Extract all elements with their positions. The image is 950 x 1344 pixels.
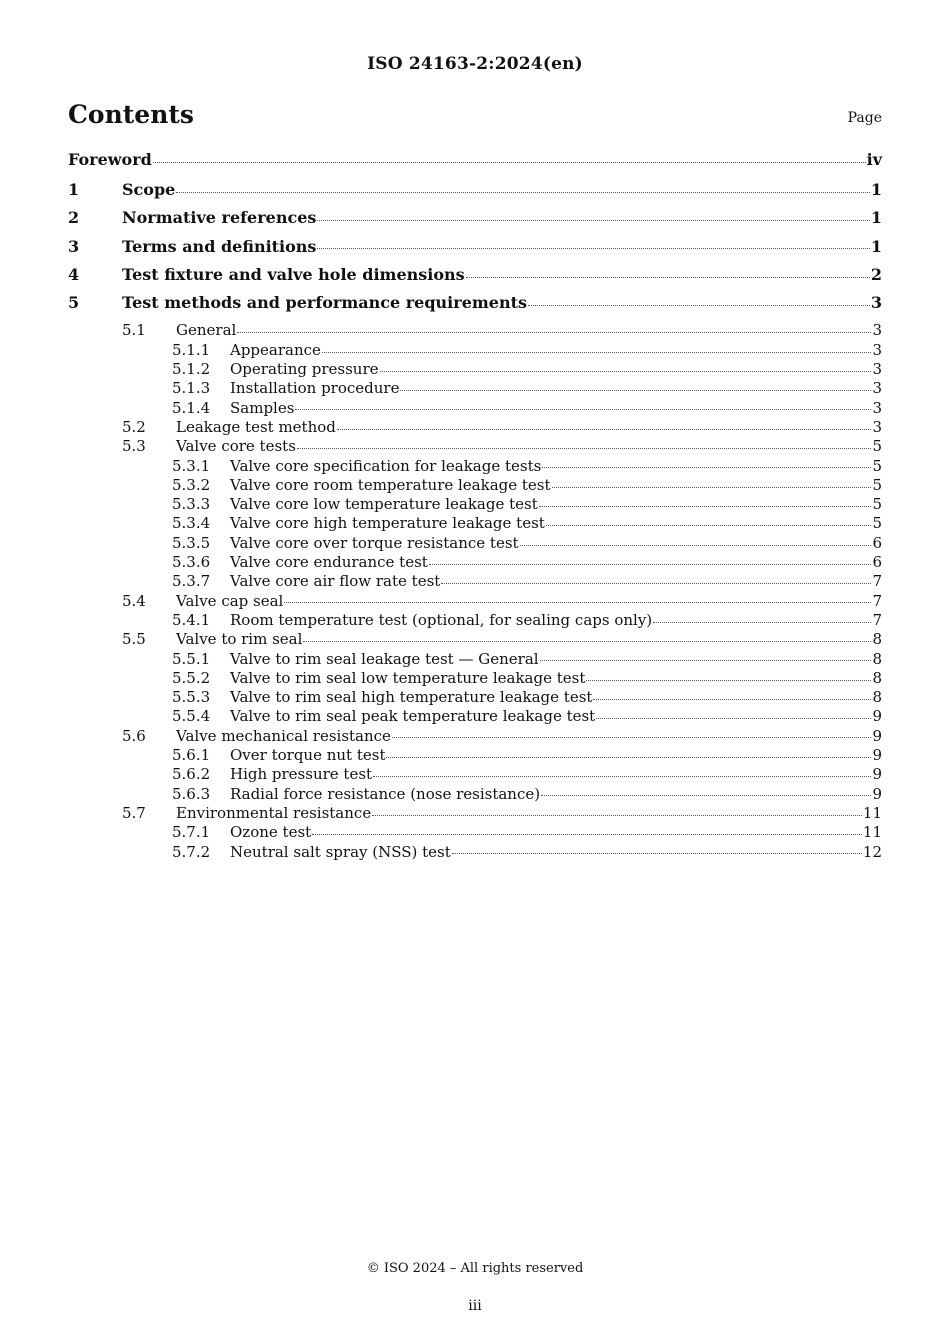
toc-entry-title[interactable]: Foreword [68,150,152,169]
toc-entry[interactable] [68,650,882,669]
toc-entry[interactable] [68,630,882,649]
toc-entry-number: 5.2 [122,417,146,436]
toc-entry[interactable] [68,572,882,591]
toc-entry-title[interactable]: Valve core specification for leakage tests [230,456,542,475]
toc-entry[interactable] [68,707,882,726]
toc-entry[interactable] [68,437,882,456]
toc-dot-leader [284,593,871,603]
toc-entry[interactable] [68,785,882,804]
toc-entry-number: 5.3.5 [172,533,211,552]
toc-entry[interactable] [68,514,882,533]
toc-entry-number: 5.3.4 [172,514,211,533]
toc-entry-number: 1 [68,180,80,199]
toc-dot-leader [295,400,871,410]
toc-entry-title[interactable]: Radial force resistance (nose resistance) [230,784,541,803]
toc-entry[interactable] [68,688,882,707]
toc-dot-leader [237,323,871,333]
toc-entry-title[interactable]: Appearance [230,340,321,359]
toc-entry-title[interactable]: Terms and definitions [122,236,317,256]
toc-entry[interactable] [68,804,882,823]
toc-dot-leader [552,478,872,488]
toc-dot-leader [176,182,870,193]
toc-entry-number: 5.1.2 [172,360,211,379]
toc-entry[interactable] [68,399,882,418]
toc-entry-page[interactable]: 1 [870,208,882,228]
toc-entry-page[interactable]: 9 [872,726,882,745]
page-number: iii [468,1298,482,1314]
toc-dot-leader [528,295,870,306]
toc-dot-leader [372,806,862,816]
toc-dot-leader [317,210,869,221]
toc-entry[interactable] [68,611,882,630]
toc-entry-title[interactable]: Room temperature test (optional, for sealing caps only) [230,610,653,629]
toc-entry-title[interactable]: Test methods and performance requirements [122,293,528,313]
toc-entry-title[interactable]: Scope [122,180,176,199]
toc-dot-leader [520,536,872,546]
toc-entry-page[interactable]: 5 [872,495,882,514]
toc-entry-page[interactable]: 8 [872,630,882,649]
toc-entry-title[interactable]: Samples [230,398,295,417]
toc-entry-page[interactable]: 9 [872,784,882,803]
toc-entry-number: 5.3.1 [172,456,211,475]
toc-entry[interactable] [68,843,882,862]
toc-dot-leader [541,786,871,796]
toc-entry-page[interactable]: 8 [872,668,882,687]
toc-dot-leader [322,343,872,353]
toc-entry[interactable] [68,265,882,293]
contents-title: Contents [68,100,195,129]
toc-entry[interactable] [68,321,882,340]
toc-entry-title[interactable]: Valve to rim seal high temperature leakage test [230,688,593,707]
toc-entry-title[interactable]: Valve core tests [176,437,296,456]
toc-entry-page[interactable]: 5 [872,514,882,533]
toc-entry[interactable] [68,746,882,765]
toc-entry-title[interactable]: Valve mechanical resistance [176,726,391,745]
toc-entry-number: 5.6 [122,726,146,745]
toc-entry-page[interactable]: 3 [872,360,882,379]
toc-entry-number: 3 [68,236,80,256]
toc-dot-leader [593,690,871,700]
toc-entry[interactable] [68,418,882,437]
toc-entry-number: 5.5.1 [172,649,211,668]
toc-entry-title[interactable]: Valve core air flow rate test [230,572,441,591]
toc-entry-number: 2 [68,208,80,228]
toc-entry[interactable] [68,150,882,180]
toc-entry-number: 5.4 [122,591,146,610]
toc-dot-leader [373,767,871,777]
toc-entry[interactable] [68,341,882,360]
toc-entry-title[interactable]: Valve core low temperature leakage test [230,495,538,514]
toc-entry[interactable] [68,379,882,398]
toc-entry-page[interactable]: 3 [870,293,882,313]
toc-entry[interactable] [68,476,882,495]
toc-entry-page[interactable]: 7 [872,572,882,591]
toc-dot-leader [586,671,871,681]
toc-entry-title[interactable]: Valve core over torque resistance test [230,533,519,552]
toc-entry-number: 5.6.2 [172,765,211,784]
copyright-notice: © ISO 2024 – All rights reserved [366,1261,584,1276]
toc-entry-number: 5.5.3 [172,688,211,707]
toc-entry-title[interactable]: Valve cap seal [176,591,284,610]
toc-dot-leader [542,458,871,468]
toc-entry-number: 5.1 [122,321,146,340]
toc-entry[interactable] [68,592,882,611]
toc-entry[interactable] [68,360,882,379]
toc-dot-leader [386,748,871,758]
toc-entry-page[interactable]: 11 [862,823,882,842]
toc-entry-number: 5.1.4 [172,398,211,417]
toc-entry-title[interactable]: Neutral salt spray (NSS) test [230,842,451,861]
toc-entry-number: 5.7.1 [172,823,211,842]
toc-entry-title[interactable]: Leakage test method [176,417,336,436]
toc-entry-page[interactable]: 8 [872,688,882,707]
toc-entry-title[interactable]: Over torque nut test [230,746,386,765]
toc-entry-number: 5.7 [122,803,146,822]
toc-entry-title[interactable]: General [176,321,237,340]
toc-entry[interactable] [68,727,882,746]
toc-entry-number: 4 [68,264,80,284]
toc-dot-leader [429,555,872,565]
toc-entry-title[interactable]: Normative references [122,208,317,228]
toc-dot-leader [380,362,872,372]
toc-entry-number: 5.6.1 [172,746,211,765]
toc-entry-title[interactable]: Operating pressure [230,360,379,379]
toc-entry-number: 5 [68,293,80,313]
toc-entry-page[interactable]: 3 [872,379,882,398]
toc-entry-number: 5.1.3 [172,379,211,398]
toc-entry-page[interactable]: 5 [872,456,882,475]
toc-dot-leader [317,239,869,250]
toc-entry-number: 5.3.2 [172,475,211,494]
toc-entry-number: 5.3.6 [172,553,211,572]
toc-entry-page[interactable]: 2 [870,264,882,284]
toc-entry-page[interactable]: 3 [872,417,882,436]
toc-entry-page[interactable]: 5 [872,475,882,494]
toc-dot-leader [596,709,871,719]
toc-entry-title[interactable]: Test fixture and valve hole dimensions [122,264,465,284]
toc-entry-number: 5.4.1 [172,610,211,629]
toc-entry-page[interactable]: 6 [872,533,882,552]
toc-entry-page[interactable]: iv [866,150,882,169]
toc-dot-leader [297,439,872,449]
toc-entry-page[interactable]: 11 [862,803,882,822]
toc-entry-title[interactable]: Installation procedure [230,379,400,398]
toc-entry-page[interactable]: 6 [872,553,882,572]
toc-entry-number: 5.5.2 [172,668,211,687]
toc-entry-title[interactable]: High pressure test [230,765,373,784]
toc-entry-page[interactable]: 9 [872,765,882,784]
toc-entry[interactable] [68,669,882,688]
toc-entry-page[interactable]: 3 [872,321,882,340]
toc-dot-leader [400,381,871,391]
toc-entry-number: 5.7.2 [172,842,211,861]
toc-dot-leader [466,267,870,278]
toc-entry[interactable] [68,237,882,265]
toc-entry-page[interactable]: 7 [872,610,882,629]
toc-entry[interactable] [68,293,882,321]
toc-entry-number: 5.1.1 [172,340,211,359]
toc-dot-leader [392,728,872,738]
toc-entry-page[interactable]: 7 [872,591,882,610]
toc-entry[interactable] [68,534,882,553]
toc-entry-page[interactable]: 5 [872,437,882,456]
toc-entry-page[interactable]: 3 [872,398,882,417]
toc-dot-leader [546,516,872,526]
toc-dot-leader [441,574,871,584]
toc-dot-leader [303,632,871,642]
toc-entry[interactable] [68,823,882,842]
toc-entry-page[interactable]: 9 [872,746,882,765]
toc-entry-title[interactable]: Valve core room temperature leakage test [230,475,551,494]
toc-entry-page[interactable]: 3 [872,340,882,359]
toc-entry[interactable] [68,208,882,236]
toc-entry-number: 5.3 [122,437,146,456]
toc-dot-leader [153,152,866,163]
toc-entry-page[interactable]: 8 [872,649,882,668]
toc-dot-leader [540,651,872,661]
toc-dot-leader [653,613,871,623]
toc-entry-title[interactable]: Valve to rim seal [176,630,303,649]
page-column-label: Page [847,110,882,126]
toc-entry-page[interactable]: 1 [870,236,882,256]
toc-entry-number: 5.3.7 [172,572,211,591]
toc-entry-number: 5.3.3 [172,495,211,514]
document-id-header: ISO 24163-2:2024(en) [367,54,583,74]
toc-entry-number: 5.5.4 [172,707,211,726]
toc-entry-title[interactable]: Valve to rim seal low temperature leakage test [230,668,586,687]
table-of-contents [68,150,882,862]
toc-entry[interactable] [68,495,882,514]
toc-entry[interactable] [68,457,882,476]
toc-entry-title[interactable]: Environmental resistance [176,803,372,822]
toc-entry-title[interactable]: Valve core high temperature leakage test [230,514,545,533]
toc-entry-title[interactable]: Valve core endurance test [230,553,428,572]
toc-dot-leader [312,825,862,835]
toc-entry[interactable] [68,765,882,784]
toc-dot-leader [452,844,862,854]
toc-entry-number: 5.5 [122,630,146,649]
toc-entry[interactable] [68,553,882,572]
toc-entry-number: 5.6.3 [172,784,211,803]
toc-entry-page[interactable]: 1 [870,180,882,199]
toc-entry-page[interactable]: 12 [862,842,882,861]
toc-dot-leader [539,497,872,507]
toc-entry-title[interactable]: Valve to rim seal leakage test — General [230,649,539,668]
toc-dot-leader [337,420,872,430]
toc-entry-title[interactable]: Valve to rim seal peak temperature leakage test [230,707,596,726]
toc-entry-page[interactable]: 9 [872,707,882,726]
toc-entry[interactable] [68,180,882,208]
toc-entry-title[interactable]: Ozone test [230,823,312,842]
